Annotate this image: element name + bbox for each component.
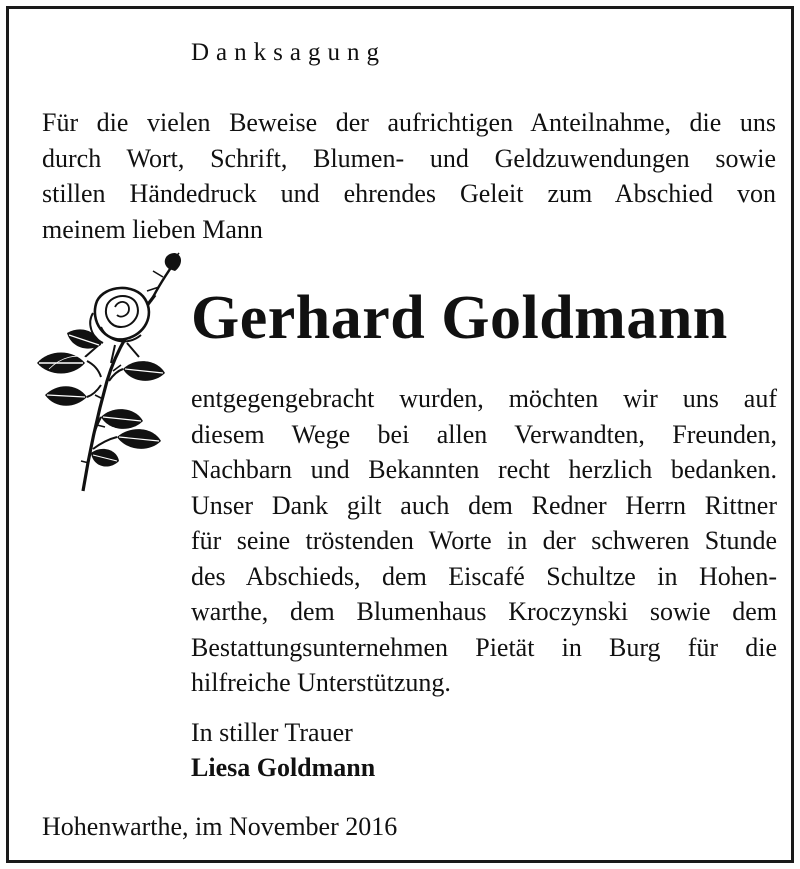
closing-block	[191, 715, 375, 785]
intro-line: durch Wort, Schrift, Blumen- und Geldzuwendungen sowie	[42, 143, 776, 173]
thanks-line: Bestattungsunternehmen Pietät in Burg für die	[191, 632, 777, 662]
intro-paragraph	[42, 105, 776, 247]
thanks-paragraph	[191, 381, 777, 701]
intro-line: meinem lieben Mann	[42, 214, 263, 244]
intro-line: stillen Händedruck und ehrendes Geleit zum Abschied von	[42, 179, 776, 208]
obituary-notice-frame	[6, 6, 794, 863]
thanks-line: des Abschieds, dem Eiscafé Schultze in Hohen-	[191, 561, 777, 591]
thanks-line: Nachbarn und Bekannten recht herzlich bedanken.	[191, 455, 777, 484]
notice-heading: Danksagung	[191, 39, 386, 66]
thanks-line: hilfreiche Unterstützung.	[191, 668, 451, 697]
thanks-line: warthe, dem Blumenhaus Kroczynski sowie dem	[191, 597, 777, 626]
thanks-line: für seine tröstenden Worte in der schweren Stunde	[191, 526, 777, 555]
thanks-line: diesem Wege bei allen Verwandten, Freunden,	[191, 419, 777, 449]
intro-line: Für die vielen Beweise der aufrichtigen Anteilnahme, die uns	[42, 108, 776, 137]
place-date: Hohenwarthe, im November 2016	[42, 812, 398, 841]
thanks-line: entgegengebracht wurden, möchten wir uns auf	[191, 384, 777, 413]
deceased-name: Gerhard Goldmann	[191, 284, 728, 352]
rose-icon	[31, 249, 181, 499]
signer-name: Liesa Goldmann	[191, 753, 376, 782]
thanks-line: Unser Dank gilt auch dem Redner Herrn Rittner	[191, 490, 777, 520]
closing-phrase: In stiller Trauer	[191, 718, 353, 747]
